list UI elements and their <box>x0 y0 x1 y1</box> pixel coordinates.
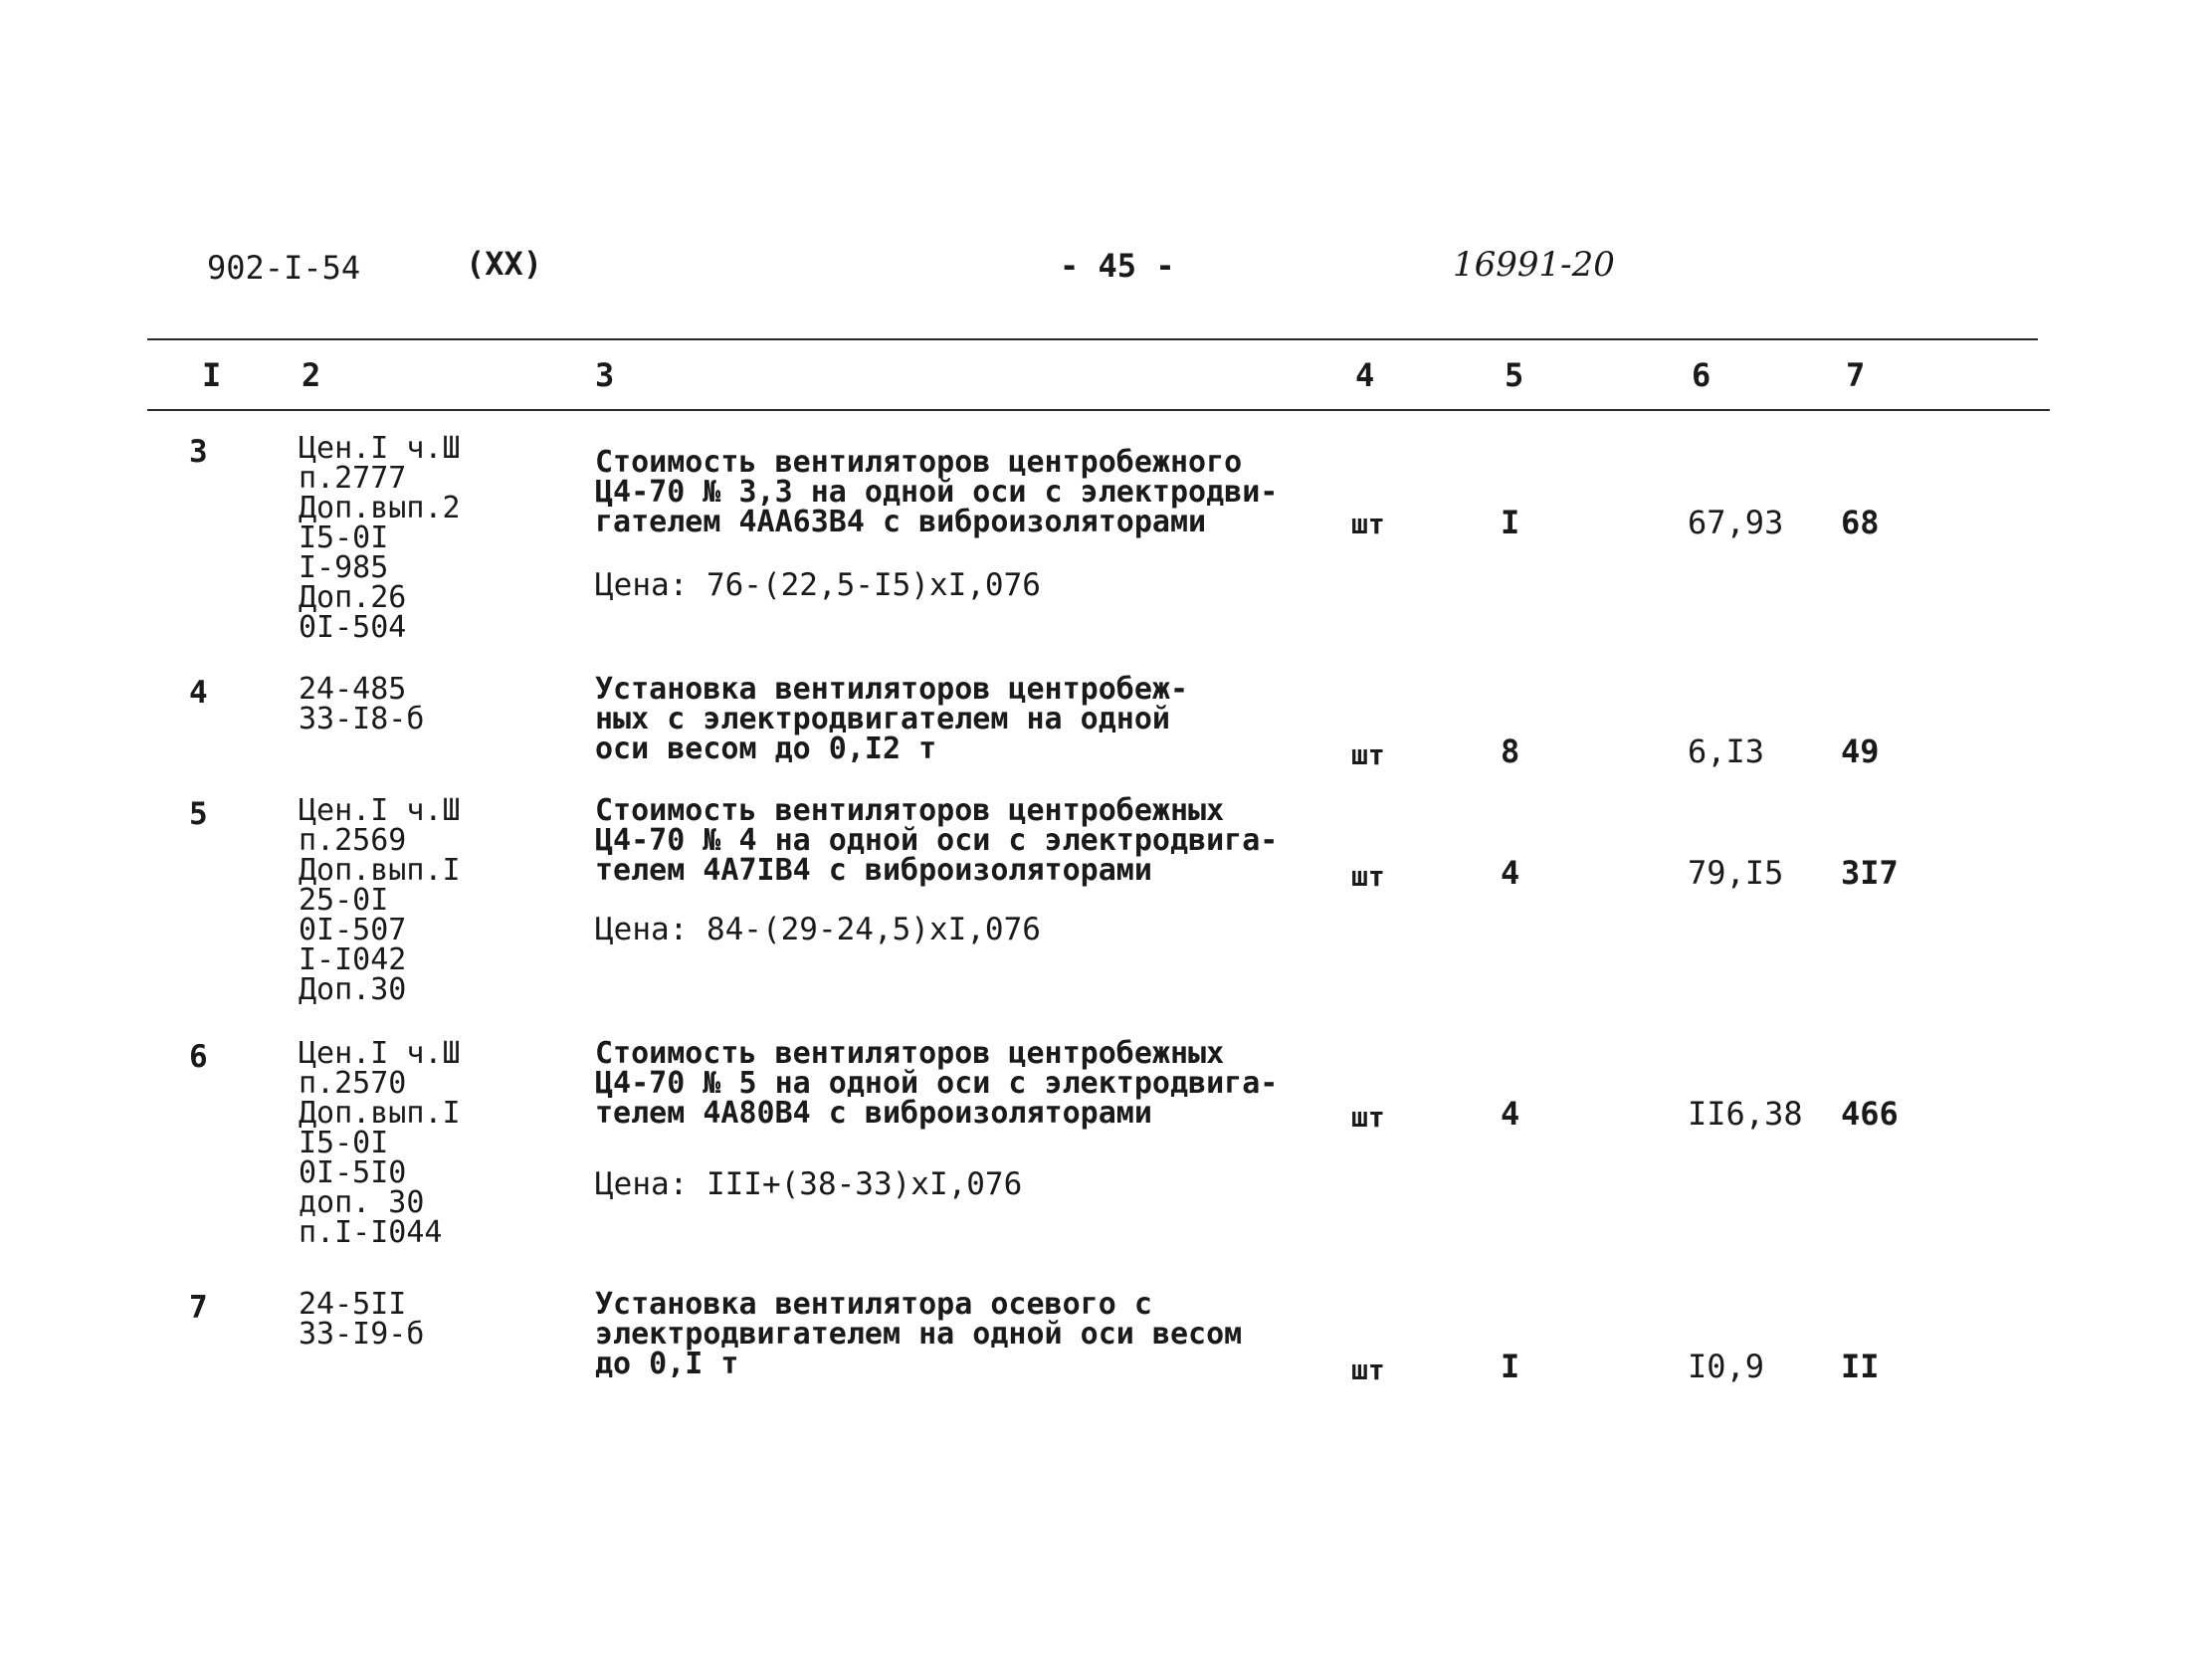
series-label: (XX) <box>466 245 543 283</box>
row-description: Стоимость вентиляторов центробежного Ц4-70 № 3,3 на одной оси с электродви- гателем 4АА63В4 с виброизоляторами <box>595 445 1279 539</box>
handwritten-inventory-number: 16991-20 <box>1453 245 1615 285</box>
row-unit-price: I0,9 <box>1688 1348 1765 1385</box>
row-description: Установка вентиляторов центробеж- ных с электродвигателем на одной оси весом до 0,I2 т <box>595 672 1189 766</box>
column-header-3: 3 <box>595 356 615 394</box>
table-top-rule <box>147 338 2038 340</box>
row-unit: шт <box>1351 1354 1385 1386</box>
row-quantity: I <box>1501 1348 1520 1385</box>
row-unit-price: 67,93 <box>1688 504 1784 541</box>
row-total: 466 <box>1841 1095 1899 1133</box>
column-header-5: 5 <box>1505 356 1524 394</box>
row-references: Цен.I ч.Ш п.2569 Доп.вып.I 25-0I 0I-507 I-I042 Доп.30 <box>299 793 461 1007</box>
column-header-4: 4 <box>1355 356 1375 394</box>
document-code: 902-I-54 <box>207 249 361 287</box>
row-price-formula: Цена: 76-(22,5-I5)xI,076 <box>595 567 1041 603</box>
column-header-6: 6 <box>1692 356 1711 394</box>
row-description: Стоимость вентиляторов центробежных Ц4-70 № 4 на одной оси с электродвига- телем 4А7IВ4 с виброизоляторами <box>595 793 1279 888</box>
row-number: 4 <box>189 675 208 711</box>
page-number: - 45 - <box>1060 247 1175 285</box>
row-quantity: 4 <box>1501 1095 1520 1133</box>
column-header-7: 7 <box>1846 356 1866 394</box>
row-number: 6 <box>189 1039 208 1075</box>
row-quantity: 8 <box>1501 732 1520 770</box>
row-references: Цен.I ч.Ш п.2777 Доп.вып.2 I5-0I I-985 Доп.26 0I-504 <box>299 431 461 645</box>
row-total: II <box>1841 1348 1880 1385</box>
row-number: 7 <box>189 1290 208 1326</box>
row-unit: шт <box>1351 860 1385 893</box>
row-total: 49 <box>1841 732 1880 770</box>
row-references: Цен.I ч.Ш п.2570 Доп.вып.I I5-0I 0I-5I0 доп. 30 п.I-I044 <box>299 1036 461 1250</box>
row-description: Установка вентилятора осевого с электродвигателем на одной оси весом до 0,I т <box>595 1287 1243 1381</box>
row-total: 3I7 <box>1841 854 1899 892</box>
row-unit-price: II6,38 <box>1688 1095 1803 1133</box>
row-unit: шт <box>1351 1101 1385 1134</box>
row-quantity: I <box>1501 504 1520 541</box>
column-header-2: 2 <box>302 356 321 394</box>
row-number: 5 <box>189 796 208 832</box>
row-total: 68 <box>1841 504 1880 541</box>
row-description: Стоимость вентиляторов центробежных Ц4-70 № 5 на одной оси с электродвига- телем 4А80В4 с виброизоляторами <box>595 1036 1279 1131</box>
table-header-rule <box>147 409 2050 411</box>
row-unit-price: 79,I5 <box>1688 854 1784 892</box>
row-unit: шт <box>1351 508 1385 540</box>
row-quantity: 4 <box>1501 854 1520 892</box>
row-price-formula: Цена: 84-(29-24,5)xI,076 <box>595 912 1041 947</box>
row-references: 24-485 33-I8-б <box>299 672 425 736</box>
row-unit: шт <box>1351 738 1385 771</box>
row-number: 3 <box>189 434 208 470</box>
column-header-1: I <box>202 356 222 394</box>
row-price-formula: Цена: III+(38-33)xI,076 <box>595 1166 1023 1202</box>
row-unit-price: 6,I3 <box>1688 732 1765 770</box>
row-references: 24-5II 33-I9-б <box>299 1287 425 1352</box>
